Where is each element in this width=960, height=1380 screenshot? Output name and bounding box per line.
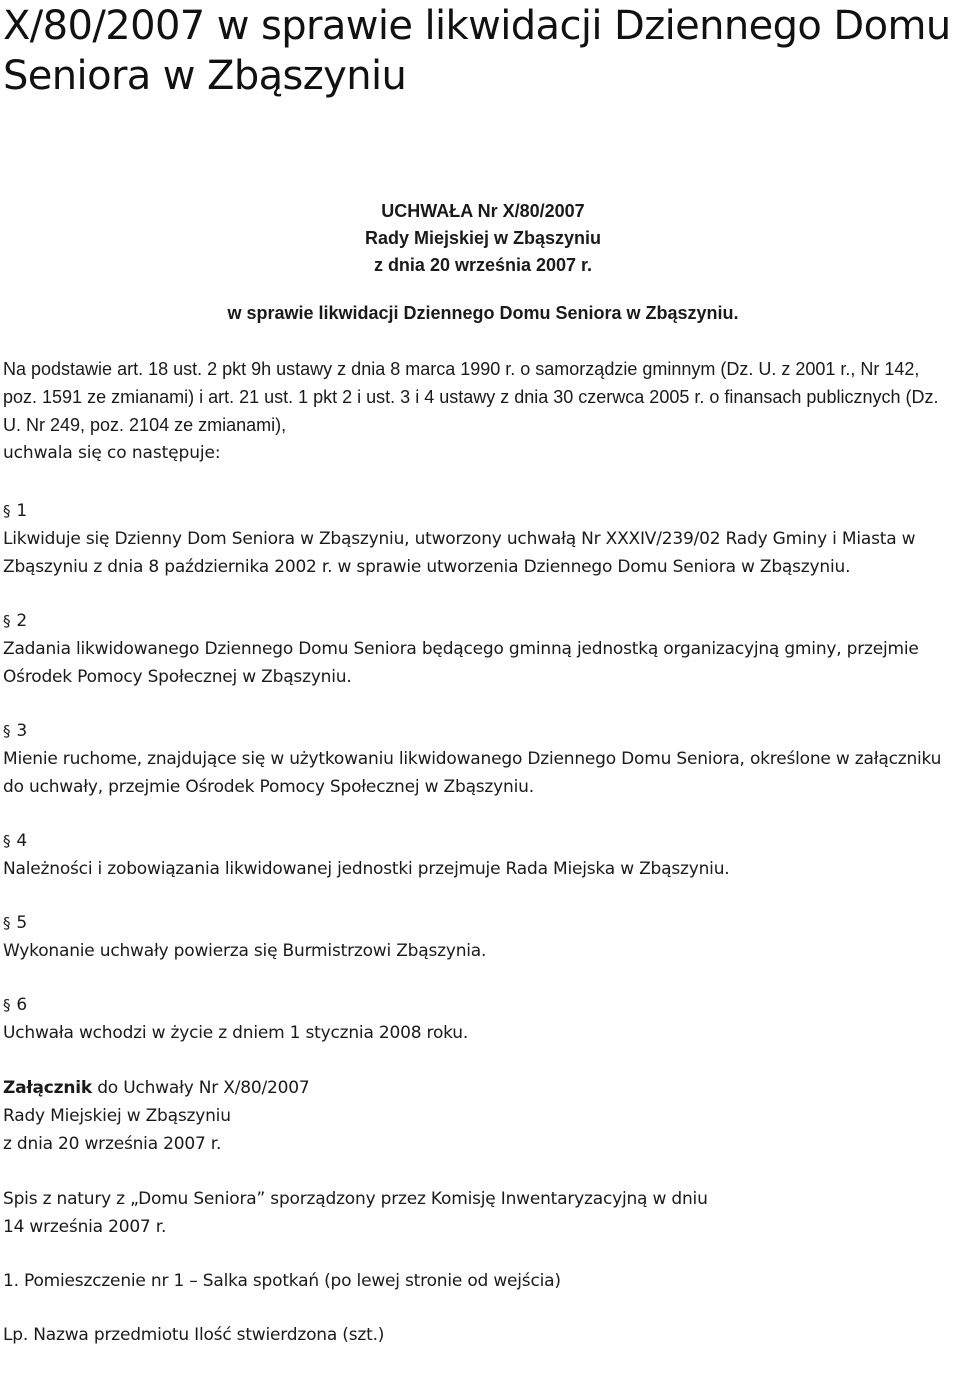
section-2	[3, 607, 953, 691]
resolution-number: UCHWAŁA Nr X/80/2007	[381, 201, 585, 221]
section-4	[3, 827, 953, 883]
section-number: 2	[16, 611, 27, 631]
section-1	[3, 497, 953, 581]
resolution-council: Rady Miejskiej w Zbąszyniu	[364, 228, 602, 248]
section-symbol: §	[3, 832, 11, 850]
section-3	[3, 717, 953, 801]
section-2-text: Zadania likwidowanego Dziennego Domu Seniora będącego gminną jednostką organizacyjną gminy, przejmie Ośrodek Pomocy Społecznej w Zbąszyniu.	[3, 639, 919, 687]
section-symbol: §	[3, 996, 11, 1014]
section-2-heading	[3, 607, 953, 635]
legal-basis-tail: uchwala się co następuje:	[3, 443, 221, 463]
section-number: 1	[16, 501, 27, 521]
section-6	[3, 991, 953, 1047]
attachment-line-2: Rady Miejskiej w Zbąszyniu	[3, 1106, 231, 1126]
inventory-intro	[3, 1185, 953, 1241]
legal-basis	[3, 355, 953, 467]
section-symbol: §	[3, 502, 11, 520]
section-5-text: Wykonanie uchwały powierza się Burmistrzowi Zbąszynia.	[3, 941, 487, 961]
room-heading: 1. Pomieszczenie nr 1 – Salka spotkań (po lewej stronie od wejścia)	[3, 1271, 561, 1291]
section-number: 3	[16, 721, 27, 741]
document-page	[3, 0, 953, 1349]
inventory-line-1: Spis z natury z „Domu Seniora” sporządzony przez Komisję Inwentaryzacyjną w dniu	[3, 1189, 708, 1209]
section-symbol: §	[3, 722, 11, 740]
section-symbol: §	[3, 612, 11, 630]
resolution-date: z dnia 20 września 2007 r.	[373, 255, 593, 275]
attachment-ref: do Uchwały Nr X/80/2007	[92, 1078, 310, 1098]
section-number: 4	[16, 831, 27, 851]
section-5	[3, 909, 953, 965]
section-1-heading	[3, 497, 953, 525]
section-6-text: Uchwała wchodzi w życie z dniem 1 stycznia 2008 roku.	[3, 1023, 469, 1043]
section-5-heading	[3, 909, 953, 937]
section-3-heading	[3, 717, 953, 745]
section-1-text: Likwiduje się Dzienny Dom Seniora w Zbąszyniu, utworzony uchwałą Nr XXXIV/239/02 Rady Gminy i Miasta w Zbąszyniu z dnia 8 października 2002 r. w sprawie utworzenia Dziennego Domu Seniora w Zbąszyniu.	[3, 529, 916, 577]
resolution-header	[3, 198, 953, 327]
section-number: 6	[16, 995, 27, 1015]
section-3-text: Mienie ruchome, znajdujące się w użytkowaniu likwidowanego Dziennego Domu Seniora, określone w załączniku do uchwały, przejmie Ośrodek Pomocy Społecznej w Zbąszyniu.	[3, 749, 942, 797]
attachment-header	[3, 1074, 953, 1158]
inventory-line-2: 14 września 2007 r.	[3, 1217, 167, 1237]
section-4-text: Należności i zobowiązania likwidowanej jednostki przejmuje Rada Miejska w Zbąszyniu.	[3, 859, 730, 879]
section-number: 5	[16, 913, 27, 933]
attachment-line-3: z dnia 20 września 2007 r.	[3, 1134, 222, 1154]
inventory-table-header: Lp. Nazwa przedmiotu Ilość stwierdzona (szt.)	[3, 1325, 385, 1345]
attachment-label: Załącznik	[3, 1078, 92, 1098]
resolution-subject: w sprawie likwidacji Dziennego Domu Seniora w Zbąszyniu.	[227, 303, 739, 323]
section-4-heading	[3, 827, 953, 855]
document-title: X/80/2007 w sprawie likwidacji Dziennego Domu Seniora w Zbąszyniu	[3, 3, 951, 99]
section-symbol: §	[3, 914, 11, 932]
legal-basis-text: Na podstawie art. 18 ust. 2 pkt 9h ustawy z dnia 8 marca 1990 r. o samorządzie gminnym (Dz. U. z 2001 r., Nr 142, poz. 1591 ze zmianami) i art. 21 ust. 1 pkt 2 i ust. 3 i 4 ustawy z dnia 30 czerwca 2005 r. o finansach publicznych (Dz. U. Nr 249, poz. 2104 ze zmianami),	[3, 359, 939, 435]
attachment-line-1	[3, 1074, 953, 1102]
section-6-heading	[3, 991, 953, 1019]
